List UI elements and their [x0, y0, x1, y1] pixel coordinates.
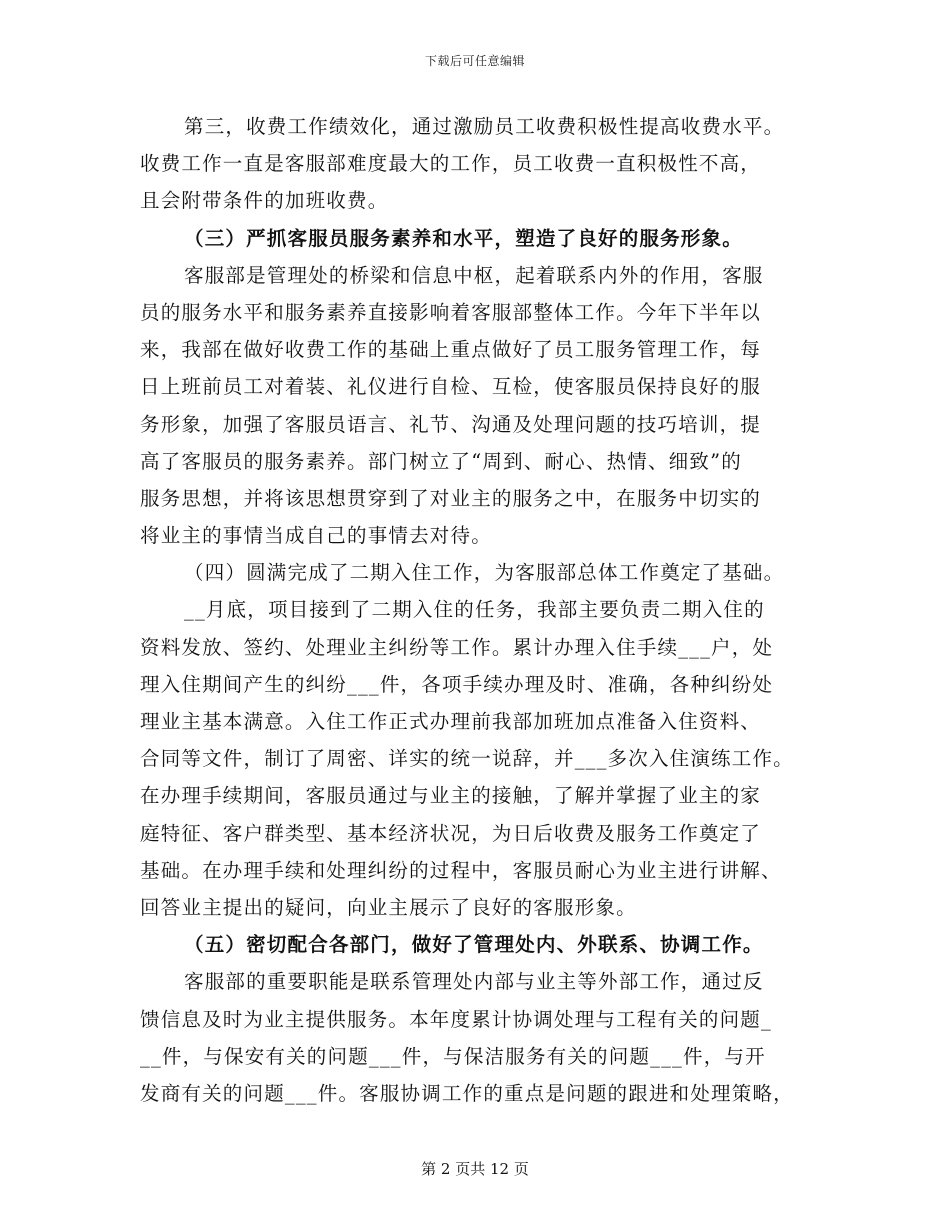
- text-line: 资料发放、签约、处理业主纠纷等工作。累计办理入住手续___户，处: [140, 635, 774, 659]
- text-line: （四）圆满完成了二期入住工作，为客服部总体工作奠定了基础。: [184, 561, 785, 585]
- page-header: 下载后可任意编辑: [424, 54, 525, 68]
- text-line: 发商有关的问题___件。客服协调工作的重点是问题的跟进和处理策略，: [140, 1081, 794, 1105]
- text-line: 客服部的重要职能是联系管理处内部与业主等外部工作，通过反: [184, 970, 764, 994]
- text-line: 馈信息及时为业主提供服务。本年度累计协调处理与工程有关的问题_: [140, 1007, 772, 1031]
- text-line: 合同等文件，制订了周密、详实的统一说辞，并___多次入住演练工作。: [140, 747, 794, 771]
- text-line: 基础。在办理手续和处理纠纷的过程中，客服员耐心为业主进行讲解、: [140, 858, 782, 882]
- text-line: 服务思想，并将该思想贯穿到了对业主的服务之中，在服务中切实的: [140, 486, 762, 510]
- text-line: 且会附带条件的加班收费。: [140, 189, 389, 213]
- text-line: __月底，项目接到了二期入住的任务，我部主要负责二期入住的: [184, 598, 765, 622]
- text-line: 将业主的事情当成自己的事情去对待。: [140, 524, 492, 548]
- text-line: 高了客服员的服务素养。部门树立了“周到、耐心、热情、细致”的: [140, 449, 742, 473]
- document-body: [140, 108, 816, 1112]
- text-line: 客服部是管理处的桥梁和信息中枢，起着联系内外的作用，客服: [184, 263, 764, 287]
- text-line: 收费工作一直是客服部难度最大的工作，员工收费一直积极性不高，: [140, 152, 762, 176]
- section-heading: （五）密切配合各部门，做好了管理处内、外联系、协调工作。: [184, 933, 764, 957]
- text-line: 日上班前员工对着装、礼仪进行自检、互检，使客服员保持良好的服: [140, 375, 762, 399]
- text-line: 庭特征、客户群类型、基本经济状况，为日后收费及服务工作奠定了: [140, 821, 762, 845]
- page-footer: 第 2 页共 12 页: [421, 1160, 529, 1178]
- text-line: 在办理手续期间，客服员通过与业主的接触，了解并掌握了业主的家: [140, 784, 762, 808]
- text-line: 务形象，加强了客服员语言、礼节、沟通及处理问题的技巧培训，提: [140, 412, 762, 436]
- text-line: __件，与保安有关的问题___件，与保洁服务有关的问题___件，与开: [140, 1044, 766, 1068]
- text-line: 回答业主提出的疑问，向业主展示了良好的客服形象。: [140, 895, 637, 919]
- text-line: 来，我部在做好收费工作的基础上重点做好了员工服务管理工作，每: [140, 338, 762, 362]
- text-line: 理业主基本满意。入住工作正式办理前我部加班加点准备入住资料、: [140, 710, 762, 733]
- text-line: 第三，收费工作绩效化，通过激励员工收费积极性提高收费水平。: [184, 115, 785, 138]
- text-line: 员的服务水平和服务素养直接影响着客服部整体工作。今年下半年以: [140, 300, 762, 324]
- section-heading: （三）严抓客服员服务素养和水平，塑造了良好的服务形象。: [184, 226, 743, 250]
- text-line: 理入住期间产生的纠纷___件，各项手续办理及时、准确，各种纠纷处: [140, 672, 774, 696]
